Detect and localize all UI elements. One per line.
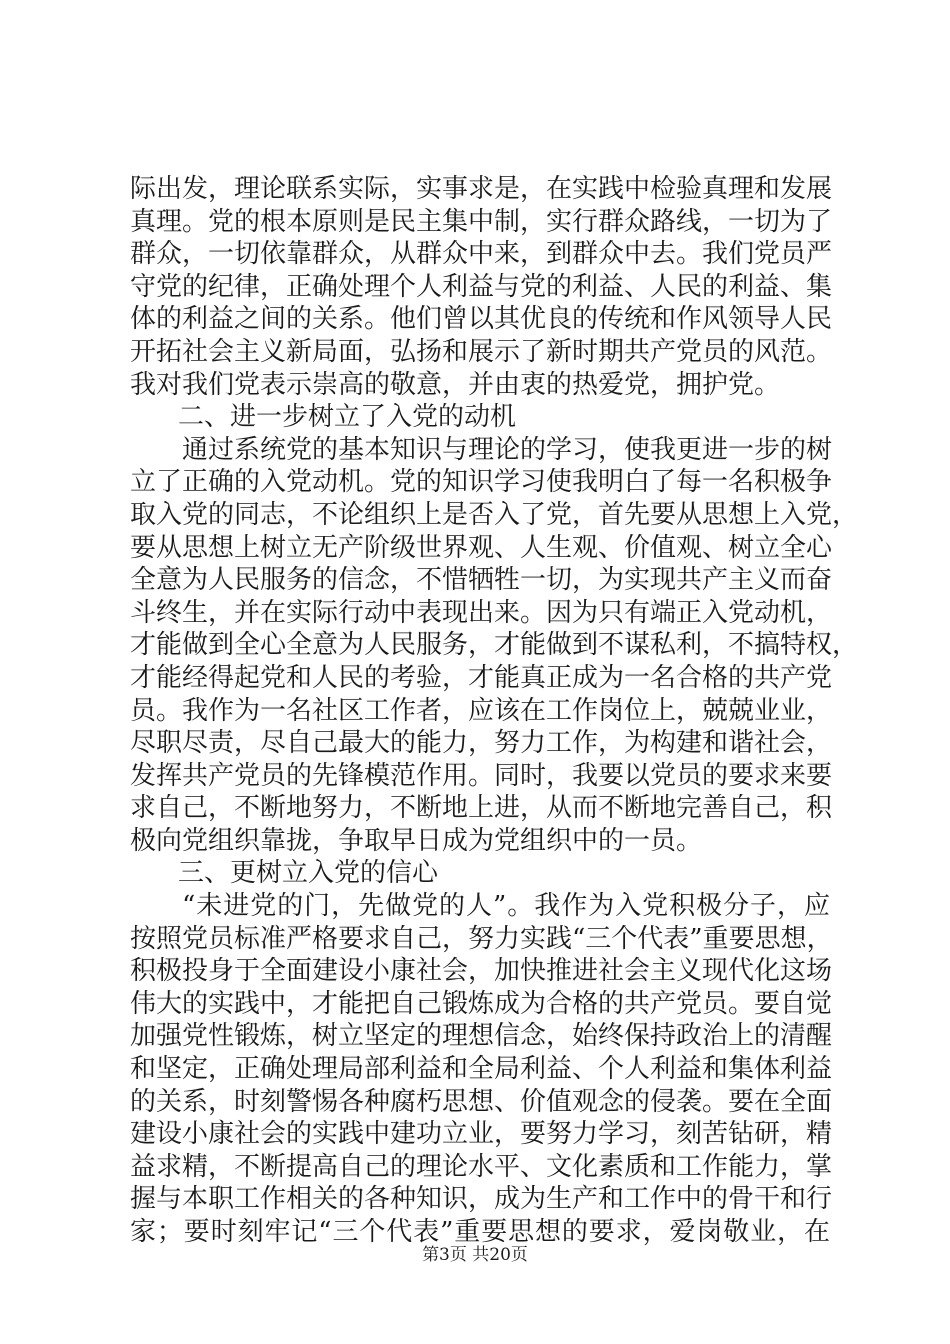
paragraph-line: 益求精，不断提高自己的理论水平、文化素质和工作能力，掌 [130,1151,833,1182]
paragraph-line: 守党的纪律，正确处理个人利益与党的利益、人民的利益、集 [130,271,833,302]
paragraph-line: “未进党的门，先做党的人”。我作为入党积极分子，应 [182,891,830,922]
paragraph-line: 际出发，理论联系实际，实事求是，在实践中检验真理和发展 [130,174,833,204]
paragraph-line: 加强党性锻炼，树立坚定的理想信念，始终保持政治上的清醒 [130,1021,833,1052]
paragraph-line: 尽职尽责，尽自己最大的能力，努力工作，为构建和谐社会， [130,728,833,759]
paragraph-line: 取入党的同志，不论组织上是否入了党，首先要从思想上入党， [130,499,859,530]
paragraph-line: 立了正确的入党动机。党的知识学习使我明白了每一名积极争 [130,467,833,498]
paragraph-line: 握与本职工作相关的各种知识，成为生产和工作中的骨干和行 [130,1184,833,1215]
section-heading: 三、更树立入党的信心 [178,858,439,889]
paragraph-line: 建设小康社会的实践中建功立业，要努力学习，刻苦钻研，精 [130,1119,833,1150]
paragraph-line: 群众，一切依靠群众，从群众中来，到群众中去。我们党员严 [130,239,833,270]
document-body [130,173,859,1249]
paragraph-line: 发挥共产党员的先锋模范作用。同时，我要以党员的要求来要 [130,760,833,791]
section-heading: 二、进一步树立了入党的动机 [178,402,517,433]
paragraph-line: 求自己，不断地努力，不断地上进，从而不断地完善自己，积 [130,793,833,824]
paragraph-line: 才能经得起党和人民的考验，才能真正成为一名合格的共产党 [130,662,833,693]
paragraph-line: 斗终生，并在实际行动中表现出来。因为只有端正入党动机， [130,597,833,628]
page-footer: 第3页 共20页 [422,1245,528,1265]
paragraph-line: 体的利益之间的关系。他们曾以其优良的传统和作风领导人民 [130,304,833,335]
paragraph-line: 积极投身于全面建设小康社会，加快推进社会主义现代化这场 [130,956,833,987]
paragraph-line: 全意为人民服务的信念，不惜牺牲一切，为实现共产主义而奋 [130,565,833,596]
paragraph-line: 开拓社会主义新局面，弘扬和展示了新时期共产党员的风范。 [130,336,833,367]
paragraph-line: 的关系，时刻警惕各种腐朽思想、价值观念的侵袭。要在全面 [130,1086,833,1117]
paragraph-line: 极向党组织靠拢，争取早日成为党组织中的一员。 [130,825,703,856]
paragraph-line: 才能做到全心全意为人民服务，才能做到不谋私利，不搞特权， [130,630,859,661]
paragraph-line: 员。我作为一名社区工作者，应该在工作岗位上，兢兢业业， [130,695,833,726]
paragraph-line: 和坚定，正确处理局部利益和全局利益、个人利益和集体利益 [130,1054,833,1085]
paragraph-line: 家；要时刻牢记“三个代表”重要思想的要求，爱岗敬业，在 [130,1217,830,1247]
paragraph-line: 按照党员标准严格要求自己，努力实践“三个代表”重要思想， [130,923,833,954]
paragraph-line: 真理。党的根本原则是民主集中制，实行群众路线，一切为了 [130,206,833,237]
paragraph-line: 我对我们党表示崇高的敬意，并由衷的热爱党，拥护党。 [130,369,781,400]
paragraph-line: 通过系统党的基本知识与理论的学习，使我更进一步的树 [182,434,833,465]
paragraph-line: 伟大的实践中，才能把自己锻炼成为合格的共产党员。要自觉 [130,988,833,1019]
paragraph-line: 要从思想上树立无产阶级世界观、人生观、价值观、树立全心 [130,532,833,563]
